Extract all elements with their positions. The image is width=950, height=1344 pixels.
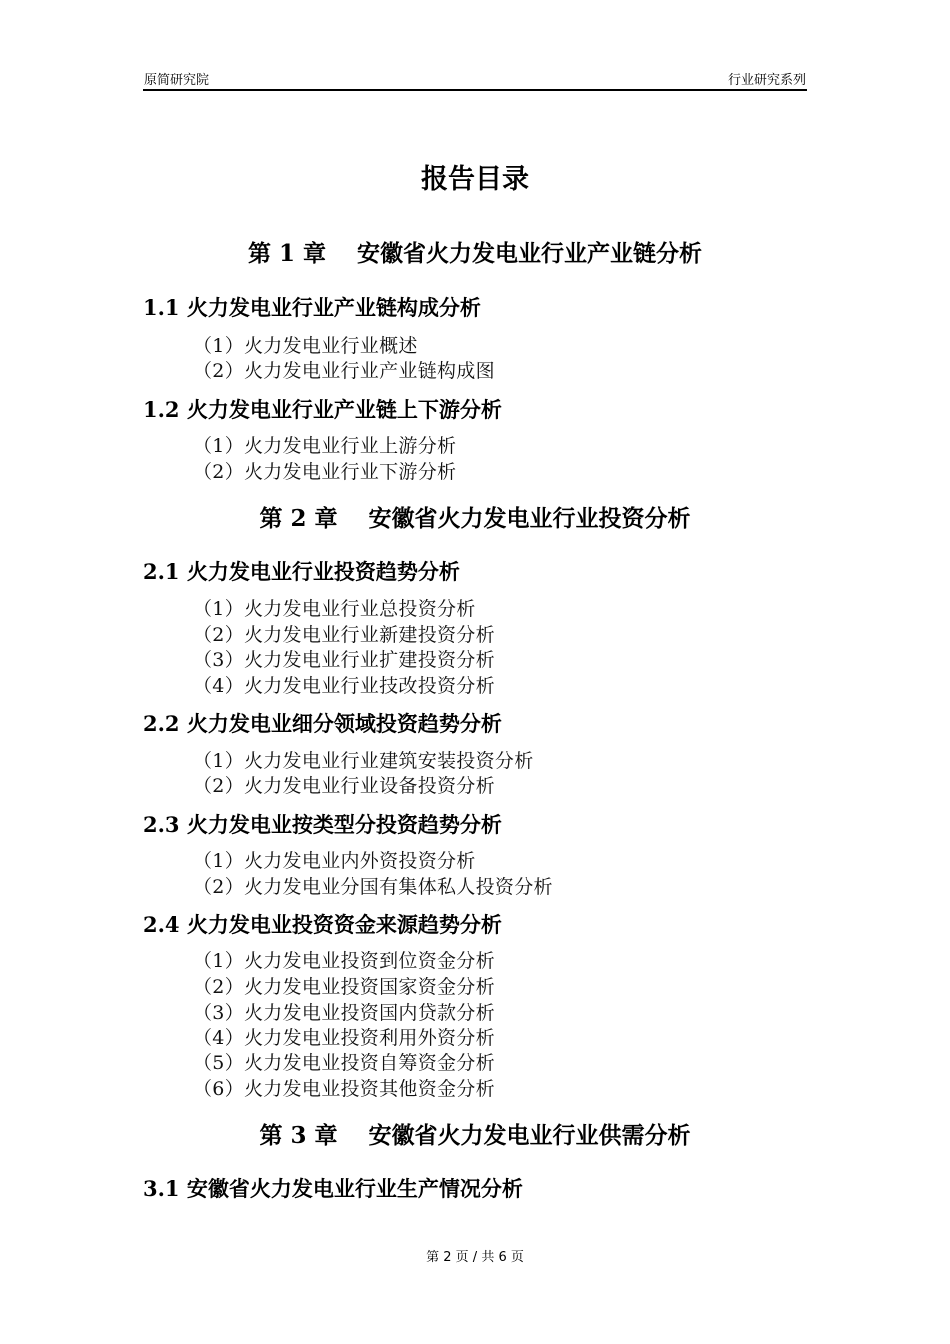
section-heading-1-1: 1.1 火力发电业行业产业链构成分析	[143, 295, 481, 320]
toc-item: （4）火力发电业行业技改投资分析	[193, 675, 495, 697]
section-heading-1-2: 1.2 火力发电业行业产业链上下游分析	[143, 397, 502, 422]
section-heading-2-3: 2.3 火力发电业按类型分投资趋势分析	[143, 812, 502, 837]
section-heading-2-2: 2.2 火力发电业细分领域投资趋势分析	[143, 711, 502, 736]
chapter-heading-2: 第 2 章 安徽省火力发电业行业投资分析	[259, 505, 691, 532]
toc-item: （2）火力发电业行业设备投资分析	[193, 775, 495, 797]
page-number: 第 2 页 / 共 6 页	[426, 1250, 524, 1265]
chapter-heading-1: 第 1 章 安徽省火力发电业行业产业链分析	[247, 240, 703, 267]
toc-item: （5）火力发电业投资自筹资金分析	[193, 1052, 495, 1074]
chapter-heading-3: 第 3 章 安徽省火力发电业行业供需分析	[259, 1122, 691, 1149]
toc-item: （4）火力发电业投资利用外资分析	[193, 1027, 495, 1049]
section-heading-2-1: 2.1 火力发电业行业投资趋势分析	[143, 559, 460, 584]
page-header	[143, 67, 807, 91]
toc-item: （1）火力发电业投资到位资金分析	[193, 950, 495, 972]
toc-item: （2）火力发电业行业下游分析	[193, 461, 457, 483]
header-series-name: 行业研究系列	[727, 73, 806, 88]
toc-item: （1）火力发电业行业总投资分析	[193, 598, 476, 620]
toc-item: （2）火力发电业行业产业链构成图	[193, 360, 495, 382]
toc-item: （6）火力发电业投资其他资金分析	[193, 1078, 495, 1100]
toc-item: （2）火力发电业投资国家资金分析	[193, 976, 495, 998]
section-heading-3-1: 3.1 安徽省火力发电业行业生产情况分析	[143, 1176, 523, 1201]
toc-item: （2）火力发电业分国有集体私人投资分析	[193, 876, 553, 898]
header-org-name: 原简研究院	[144, 73, 210, 88]
toc-item: （1）火力发电业行业概述	[193, 335, 418, 357]
toc-item: （3）火力发电业投资国内贷款分析	[193, 1002, 495, 1024]
toc-title: 报告目录	[421, 164, 529, 195]
toc-item: （2）火力发电业行业新建投资分析	[193, 624, 495, 646]
toc-item: （3）火力发电业行业扩建投资分析	[193, 649, 495, 671]
section-heading-2-4: 2.4 火力发电业投资资金来源趋势分析	[143, 912, 502, 937]
toc-item: （1）火力发电业行业建筑安装投资分析	[193, 750, 534, 772]
toc-item: （1）火力发电业行业上游分析	[193, 435, 457, 457]
toc-item: （1）火力发电业内外资投资分析	[193, 850, 476, 872]
